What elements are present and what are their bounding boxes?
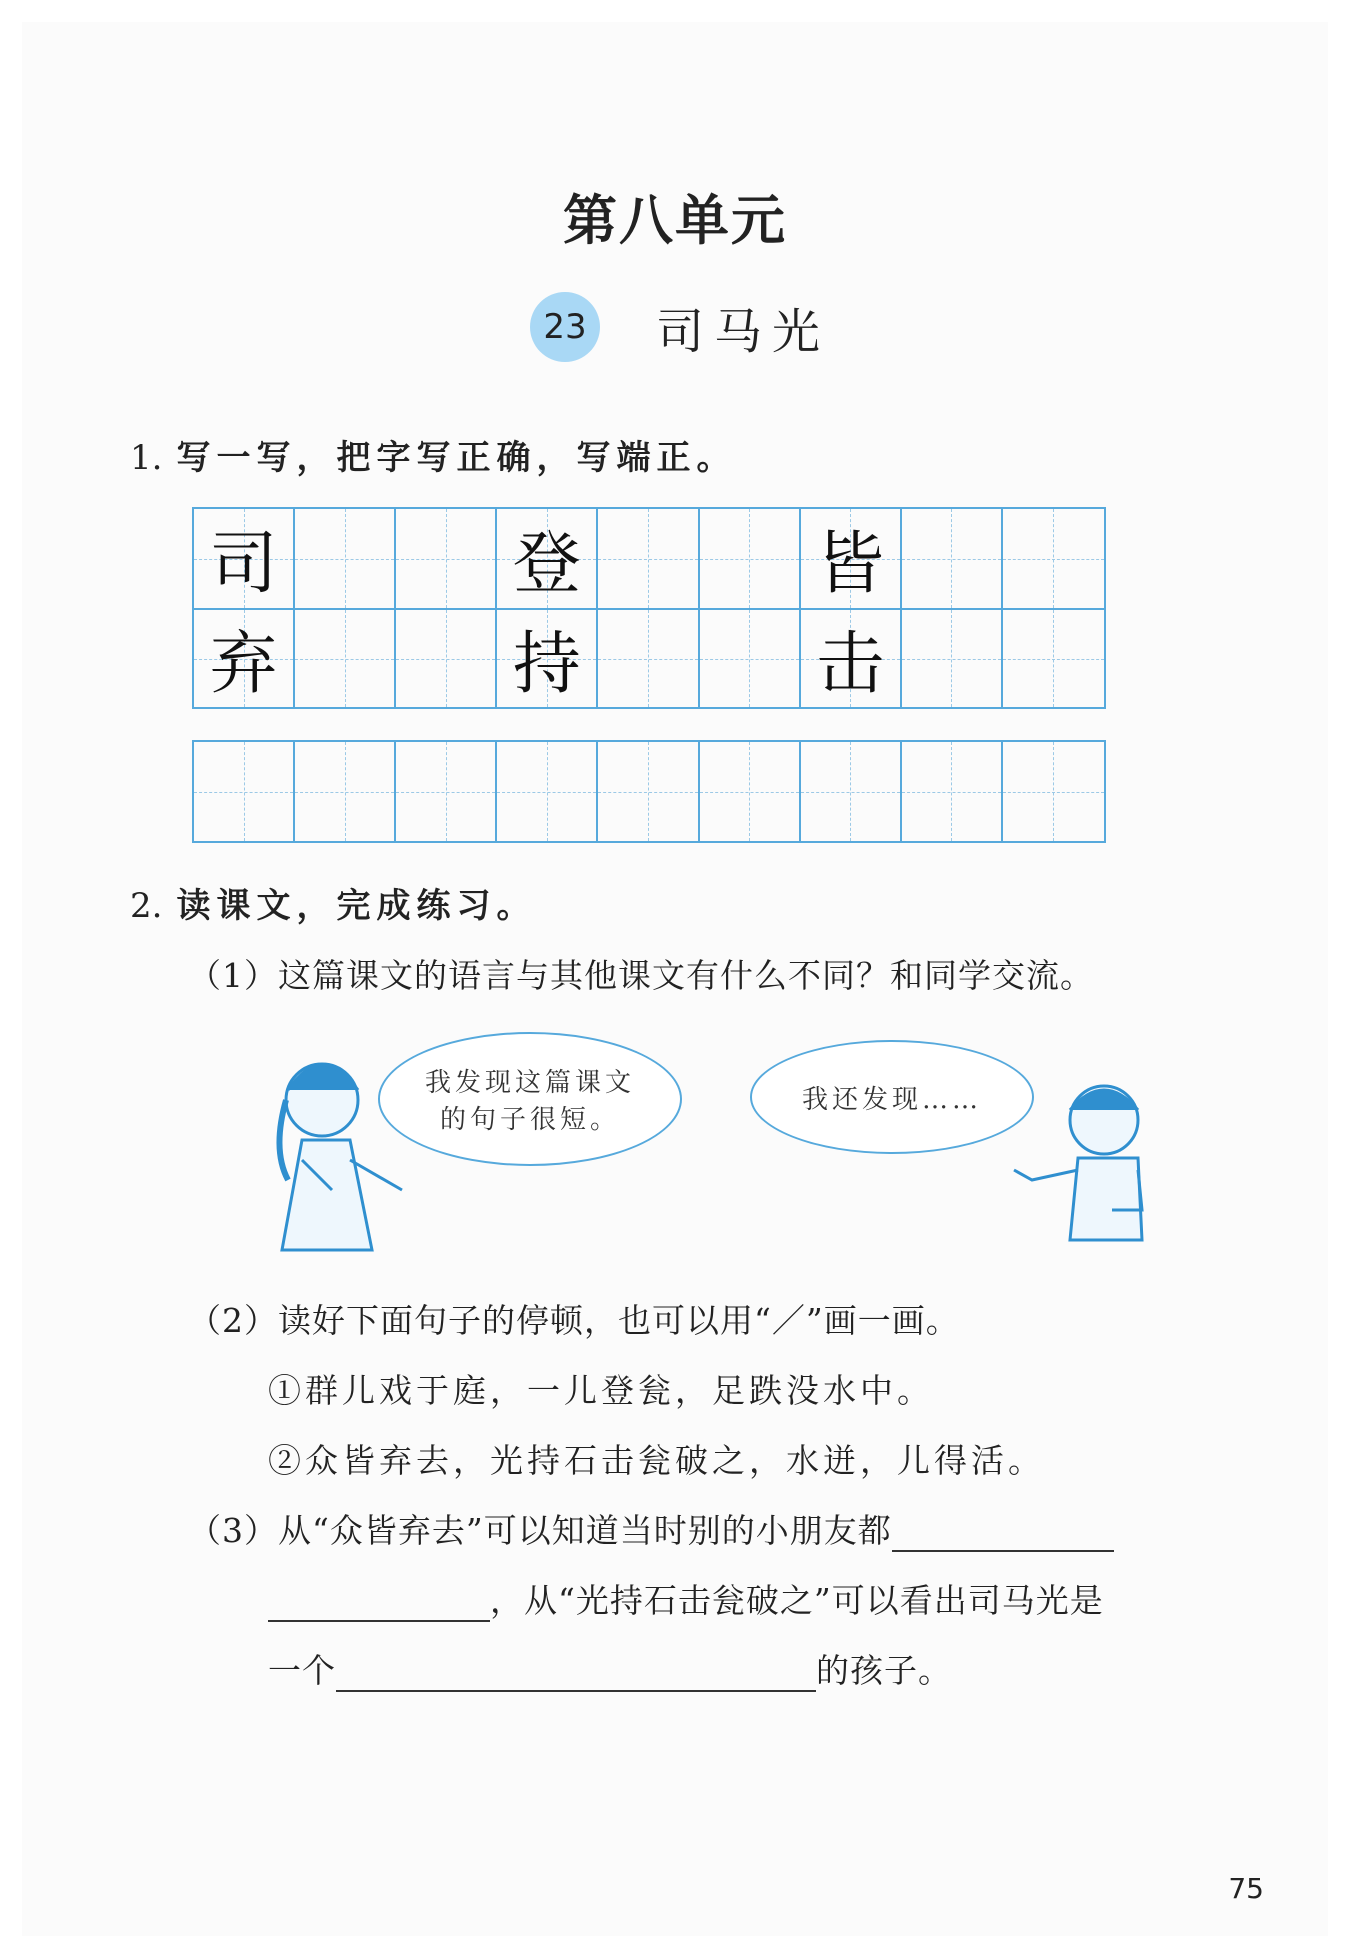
question-title: 读课文，完成练习。 xyxy=(176,886,537,926)
writing-grid-practice xyxy=(192,507,1106,709)
question-title: 写一写，把字写正确，写端正。 xyxy=(176,438,737,478)
page-number: 75 xyxy=(1228,1872,1264,1905)
grid-cell[interactable] xyxy=(396,742,497,841)
speech-bubble-boy xyxy=(750,1040,1034,1154)
writing-grid-blank xyxy=(192,740,1106,843)
grid-cell[interactable] xyxy=(194,509,295,608)
sub-question-3-text: 一个 xyxy=(268,1651,336,1690)
model-character: 弃 xyxy=(209,625,278,704)
sub-question-3-text: ，从“光持石击瓮破之”可以看出司马光是 xyxy=(490,1581,1104,1620)
grid-cell[interactable] xyxy=(700,509,801,608)
grid-cell[interactable] xyxy=(902,509,1003,608)
grid-cell[interactable] xyxy=(295,509,396,608)
illustration xyxy=(262,1030,1162,1260)
grid-cell[interactable] xyxy=(598,742,699,841)
answer-blank-1a[interactable] xyxy=(892,1514,1114,1552)
lesson-title: 司马光 xyxy=(656,303,831,360)
lesson-header xyxy=(530,292,830,362)
grid-cell[interactable] xyxy=(700,608,801,707)
unit-title: 第八单元 xyxy=(563,189,787,252)
sentence-1: ①群儿戏于庭，一儿登瓮，足跌没水中。 xyxy=(268,1371,934,1410)
model-character: 皆 xyxy=(816,525,885,604)
lesson-number-badge: 23 xyxy=(530,292,600,362)
sub-question-3-text: （3）从“众皆弃去”可以知道当时别的小朋友都 xyxy=(188,1511,892,1550)
grid-cell[interactable] xyxy=(598,608,699,707)
boy-illustration xyxy=(1014,1086,1142,1240)
grid-cell[interactable] xyxy=(1003,742,1104,841)
grid-cell[interactable] xyxy=(497,742,598,841)
sub-question-2: （2）读好下面句子的停顿，也可以用“／”画一画。 xyxy=(188,1301,960,1340)
model-character: 登 xyxy=(512,525,581,604)
grid-cell[interactable] xyxy=(497,608,598,707)
grid-cell[interactable] xyxy=(295,608,396,707)
grid-cell[interactable] xyxy=(295,742,396,841)
model-character: 持 xyxy=(512,625,581,704)
grid-cell[interactable] xyxy=(194,608,295,707)
grid-cell[interactable] xyxy=(497,509,598,608)
grid-cell[interactable] xyxy=(700,742,801,841)
speech-bubble-girl xyxy=(378,1032,682,1166)
sentence-2: ②众皆弃去，光持石击瓮破之，水迸，儿得活。 xyxy=(268,1441,1045,1480)
grid-cell[interactable] xyxy=(902,742,1003,841)
grid-cell[interactable] xyxy=(902,608,1003,707)
sub-question-3-line3 xyxy=(268,1645,952,1692)
sub-question-3-line2 xyxy=(268,1575,1104,1622)
grid-cell[interactable] xyxy=(396,608,497,707)
question-1-heading xyxy=(130,430,736,479)
speech-bubble-text: 我还发现…… xyxy=(801,1084,982,1115)
grid-cell[interactable] xyxy=(194,742,295,841)
sub-question-1: （1）这篇课文的语言与其他课文有什么不同？和同学交流。 xyxy=(188,956,1094,995)
grid-cell[interactable] xyxy=(801,742,902,841)
grid-cell[interactable] xyxy=(801,608,902,707)
grid-cell[interactable] xyxy=(1003,509,1104,608)
question-number: 1. xyxy=(130,438,163,478)
grid-cell[interactable] xyxy=(396,509,497,608)
sub-question-3-text: 的孩子。 xyxy=(816,1651,952,1690)
grid-cell[interactable] xyxy=(1003,608,1104,707)
question-number: 2. xyxy=(130,886,163,926)
speech-bubble-text: 我发现这篇课文的句子很短。 xyxy=(424,1068,635,1135)
sub-question-3 xyxy=(188,1505,1114,1552)
model-character: 击 xyxy=(816,625,885,704)
grid-cell[interactable] xyxy=(598,509,699,608)
model-character: 司 xyxy=(209,525,278,604)
question-2-heading xyxy=(130,878,536,927)
answer-blank-1b[interactable] xyxy=(268,1584,490,1622)
grid-cell[interactable] xyxy=(801,509,902,608)
answer-blank-2[interactable] xyxy=(336,1654,816,1692)
